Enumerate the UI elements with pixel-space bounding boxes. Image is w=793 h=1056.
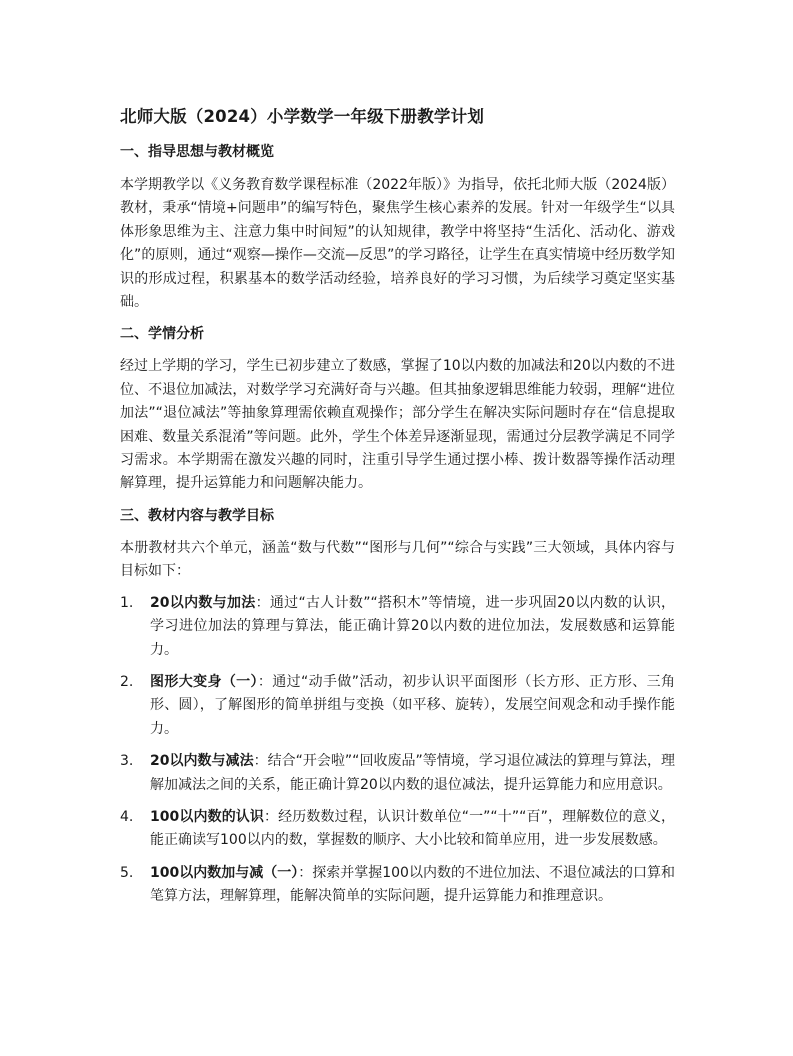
list-item (120, 592, 675, 662)
list-item-number: 1. (120, 594, 134, 611)
unit-name: 图形大变身（一） (150, 673, 258, 690)
unit-name: 20以内数与减法 (150, 753, 254, 770)
list-item (120, 750, 675, 797)
list-item-number: 4. (120, 808, 134, 825)
unit-description: ：通过“动手做”活动，初步认识平面图形（长方形、正方形、三角形、圆），了解图形的简单拼组与变换（如平移、旋转），发展空间观念和动手操作能力。 (150, 673, 675, 737)
unit-description: ：结合“开会啦”“回收废品”等情境，学习退位减法的算理与算法，理解加减法之间的关系，能正确计算20以内数的退位减法，提升运算能力和应用意识。 (150, 753, 675, 793)
unit-name: 100以内数加与减（一） (150, 864, 299, 881)
list-item (120, 862, 675, 909)
document-title: 北师大版（2024）小学数学一年级下册教学计划 (120, 107, 485, 126)
section-heading-guiding-ideas: 一、指导思想与教材概览 (120, 144, 274, 160)
list-item-number: 2. (120, 673, 134, 690)
list-item-number: 3. (120, 753, 134, 770)
unit-name: 100以内数的认识 (150, 808, 265, 825)
unit-description: ：经历数数过程，认识计数单位“一”“十”“百”，理解数位的意义，能正确读写100以内的数，掌握数的顺序、大小比较和简单应用，进一步发展数感。 (150, 808, 675, 849)
list-item (120, 671, 675, 741)
list-item-number: 5. (120, 864, 134, 881)
unit-description: ：通过“古人计数”“搭积木”等情境，进一步巩固20以内数的认识，学习进位加法的算理与算法，能正确计算20以内数的进位加法，发展数感和运算能力。 (150, 594, 675, 658)
section-heading-student-analysis: 二、学情分析 (120, 326, 204, 343)
section-heading-content-goals: 三、教材内容与教学目标 (120, 507, 274, 524)
unit-description: ：探索并掌握100以内数的不进位加法、不退位减法的口算和笔算方法，理解算理，能解决简单的实际问题，提升运算能力和推理意识。 (150, 864, 675, 905)
section-paragraph-guiding-ideas: 本学期教学以《义务教育数学课程标准（2022年版）》为指导，依托北师大版（2024版）教材，秉承“情境+问题串”的编写特色，聚焦学生核心素养的发展。针对一年级学生“以具体形象思维为主、注意力集中时间短”的认知规律，教学中将坚持“生活化、活动化、游戏化”的原则，通过“观察—操作—交流—反思”的学习路径，让学生在真实情境中经历数学知识的形成过程，积累基本的数学活动经验，培养良好的学习习惯，为后续学习奠定坚实基础。 (120, 177, 675, 311)
unit-name: 20以内数与加法 (150, 594, 256, 611)
section-paragraph-content-goals: 本册教材共六个单元，涵盖“数与代数”“图形与几何”“综合与实践”三大领域，具体内容与目标如下： (120, 539, 675, 580)
unit-list (120, 592, 675, 909)
list-item (120, 806, 675, 853)
section-paragraph-student-analysis: 经过上学期的学习，学生已初步建立了数感，掌握了10以内数的加减法和20以内数的不进位、不退位加减法，对数学学习充满好奇与兴趣。但其抽象逻辑思维能力较弱，理解“进位加法”“退位减法”等抽象算理需依赖直观操作；部分学生在解决实际问题时存在“信息提取困难、数量关系混淆”等问题。此外，学生个体差异逐渐显现，需通过分层教学满足不同学习需求。本学期需在激发兴趣的同时，注重引导学生通过摆小棒、拨计数器等操作活动理解算理，提升运算能力和问题解决能力。 (120, 358, 675, 492)
